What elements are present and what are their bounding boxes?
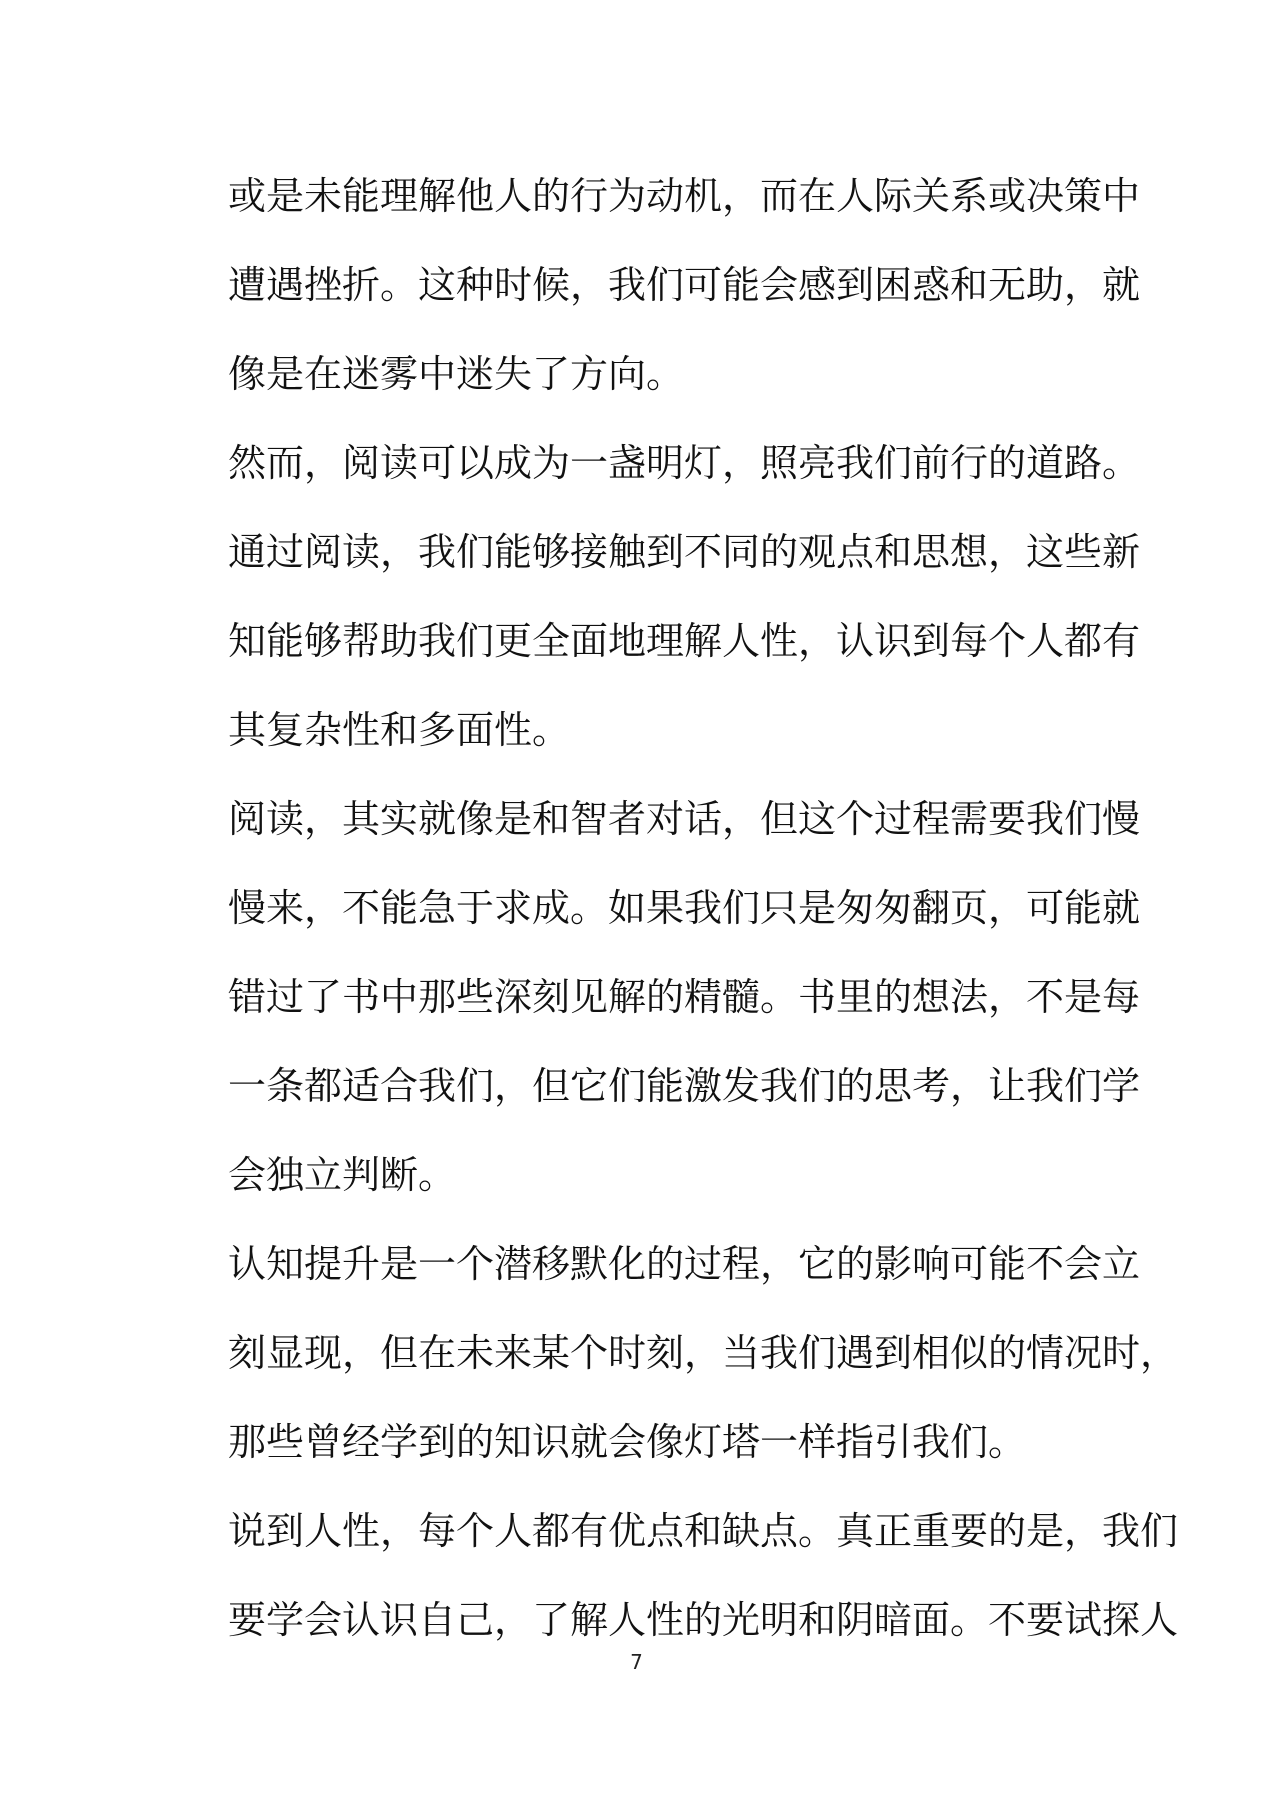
text-line: 会独立判断。 bbox=[228, 1153, 457, 1197]
text-line: 阅读，其实就像是和智者对话，但这个过程需要我们慢 bbox=[228, 797, 1141, 841]
text-line: 那些曾经学到的知识就会像灯塔一样指引我们。 bbox=[228, 1420, 1027, 1464]
text-line: 认知提升是一个潜移默化的过程，它的影响可能不会立 bbox=[228, 1242, 1141, 1286]
page-number: 7 bbox=[630, 1650, 643, 1674]
text-line: 要学会认识自己，了解人性的光明和阴暗面。不要试探人 bbox=[228, 1598, 1179, 1642]
text-line: 通过阅读，我们能够接触到不同的观点和思想，这些新 bbox=[228, 530, 1141, 574]
text-line: 错过了书中那些深刻见解的精髓。书里的想法，不是每 bbox=[228, 975, 1141, 1019]
text-line: 说到人性，每个人都有优点和缺点。真正重要的是，我们 bbox=[228, 1509, 1179, 1553]
text-line: 或是未能理解他人的行为动机，而在人际关系或决策中 bbox=[228, 174, 1141, 218]
text-line: 刻显现，但在未来某个时刻，当我们遇到相似的情况时， bbox=[228, 1331, 1179, 1375]
text-line: 知能够帮助我们更全面地理解人性，认识到每个人都有 bbox=[228, 619, 1141, 663]
text-line: 其复杂性和多面性。 bbox=[228, 708, 571, 752]
body-text bbox=[228, 152, 1179, 1665]
text-line: 遭遇挫折。这种时候，我们可能会感到困惑和无助，就 bbox=[228, 263, 1141, 307]
text-line: 然而，阅读可以成为一盏明灯，照亮我们前行的道路。 bbox=[228, 441, 1141, 485]
text-line: 慢来，不能急于求成。如果我们只是匆匆翻页，可能就 bbox=[228, 886, 1141, 930]
text-line: 像是在迷雾中迷失了方向。 bbox=[228, 352, 685, 396]
text-line: 一条都适合我们，但它们能激发我们的思考，让我们学 bbox=[228, 1064, 1141, 1108]
